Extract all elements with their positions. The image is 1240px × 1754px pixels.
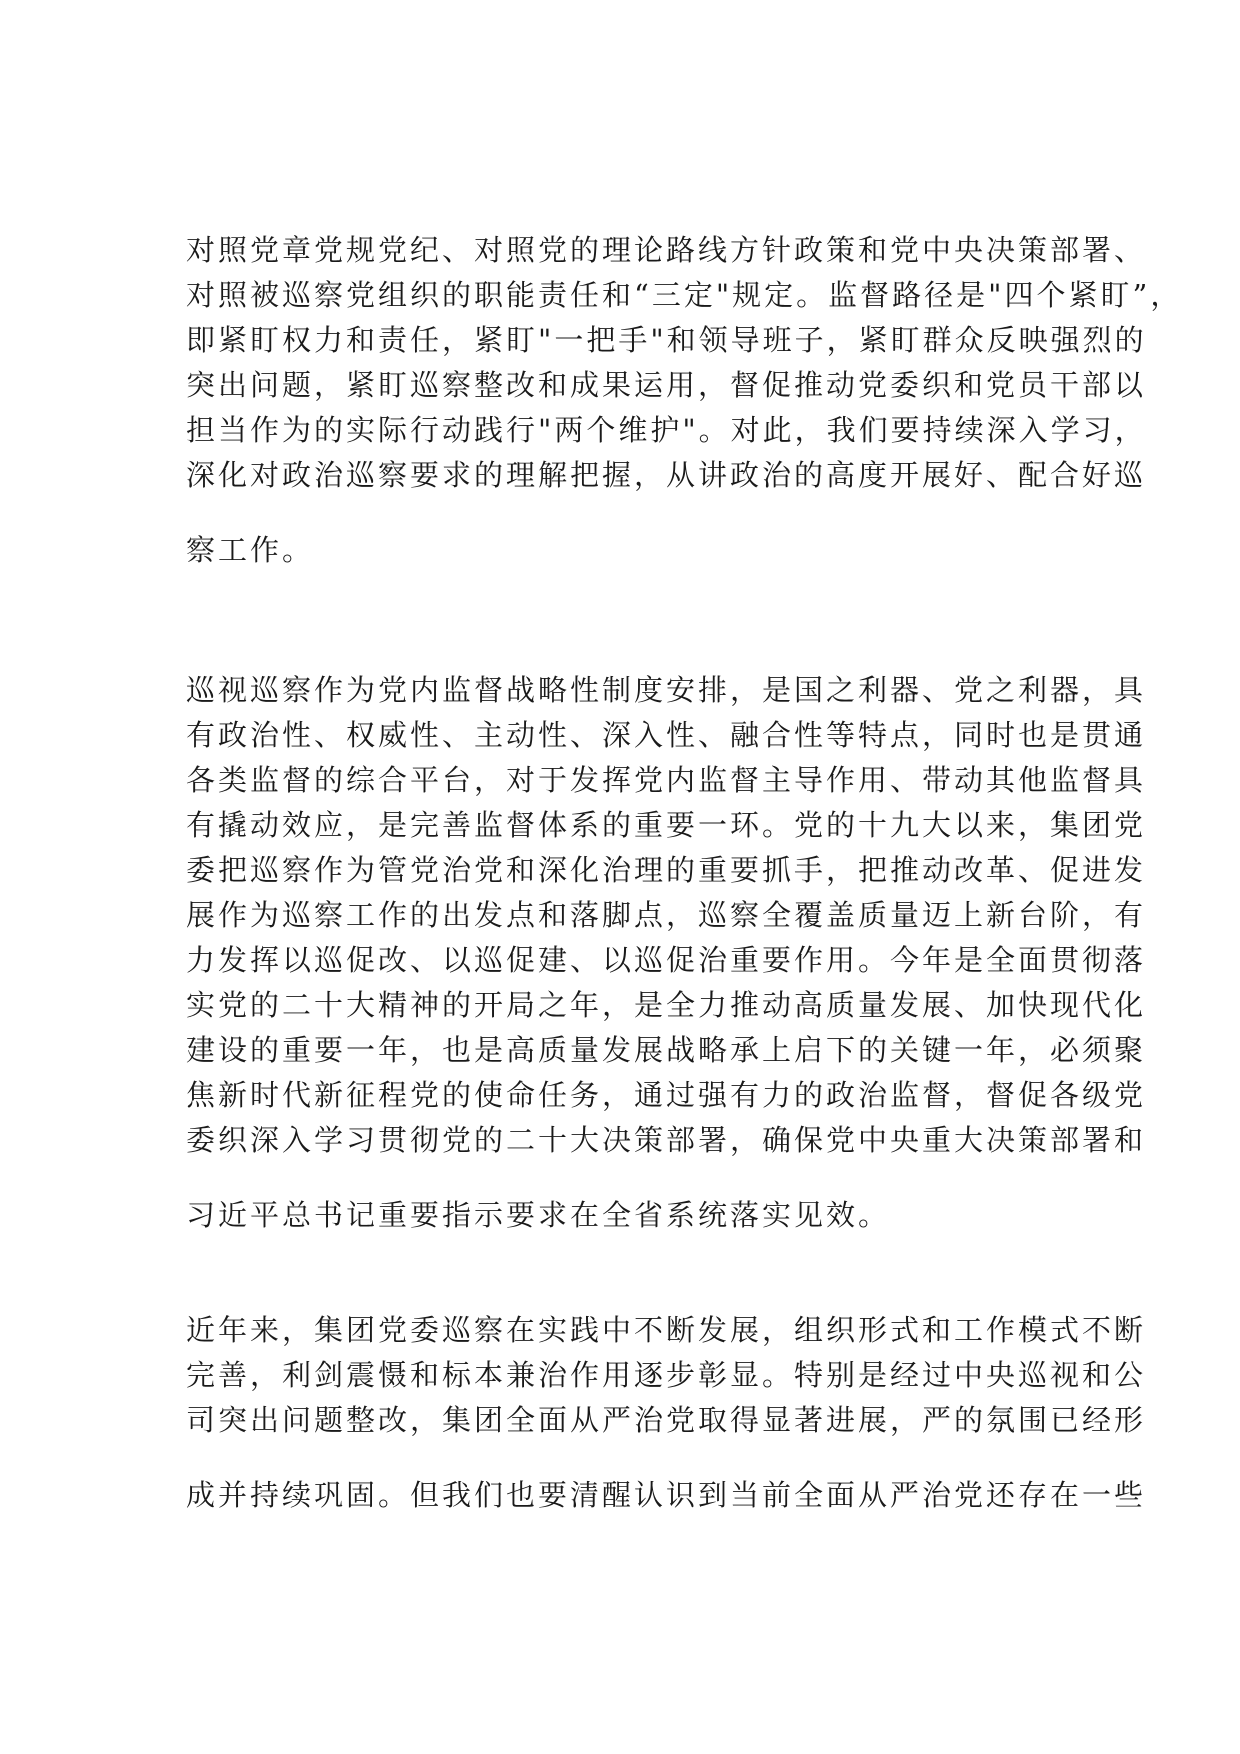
text-line: 有撬动效应，是完善监督体系的重要一环。党的十九大以来，集团党 (186, 808, 1147, 842)
paragraph-inspection-requirements (186, 228, 1183, 573)
text-line: 察工作。 (186, 533, 315, 567)
text-line: 委织深入学习贯彻党的二十大决策部署，确保党中央重大决策部署和 (186, 1123, 1147, 1157)
paragraph-recent-progress (186, 1308, 1147, 1518)
text-line: 担当作为的实际行动践行"两个维护"。对此，我们要持续深入学习， (186, 413, 1147, 447)
text-line: 成并持续巩固。但我们也要清醒认识到当前全面从严治党还存在一些 (186, 1478, 1147, 1512)
text-line: 对照被巡察党组织的职能责任和“三定"规定。监督路径是"四个紧盯”， (186, 278, 1183, 312)
text-line: 习近平总书记重要指示要求在全省系统落实见效。 (186, 1198, 891, 1232)
text-line: 即紧盯权力和责任，紧盯"一把手"和领导班子，紧盯群众反映强烈的 (186, 323, 1147, 357)
text-line: 司突出问题整改，集团全面从严治党取得显著进展，严的氛围已经形 (186, 1403, 1147, 1437)
text-line: 近年来，集团党委巡察在实践中不断发展，组织形式和工作模式不断 (186, 1313, 1147, 1347)
text-line: 展作为巡察工作的出发点和落脚点，巡察全覆盖质量迈上新台阶，有 (186, 898, 1147, 932)
paragraph-inspection-significance (186, 668, 1147, 1238)
text-line: 巡视巡察作为党内监督战略性制度安排，是国之利器、党之利器，具 (186, 673, 1147, 707)
text-line: 焦新时代新征程党的使命任务，通过强有力的政治监督，督促各级党 (186, 1078, 1147, 1112)
text-line: 深化对政治巡察要求的理解把握，从讲政治的高度开展好、配合好巡 (186, 458, 1147, 492)
text-line: 力发挥以巡促改、以巡促建、以巡促治重要作用。今年是全面贯彻落 (186, 943, 1147, 977)
text-line: 建设的重要一年，也是高质量发展战略承上启下的关键一年，必须聚 (186, 1033, 1147, 1067)
text-line: 委把巡察作为管党治党和深化治理的重要抓手，把推动改革、促进发 (186, 853, 1147, 887)
text-line: 突出问题，紧盯巡察整改和成果运用，督促推动党委织和党员干部以 (186, 368, 1147, 402)
text-line: 对照党章党规党纪、对照党的理论路线方针政策和党中央决策部署、 (186, 233, 1147, 267)
text-line: 完善，利剑震慑和标本兼治作用逐步彰显。特别是经过中央巡视和公 (186, 1358, 1147, 1392)
text-line: 各类监督的综合平台，对于发挥党内监督主导作用、带动其他监督具 (186, 763, 1147, 797)
text-line: 有政治性、权威性、主动性、深入性、融合性等特点，同时也是贯通 (186, 718, 1147, 752)
text-line: 实党的二十大精神的开局之年，是全力推动高质量发展、加快现代化 (186, 988, 1147, 1022)
